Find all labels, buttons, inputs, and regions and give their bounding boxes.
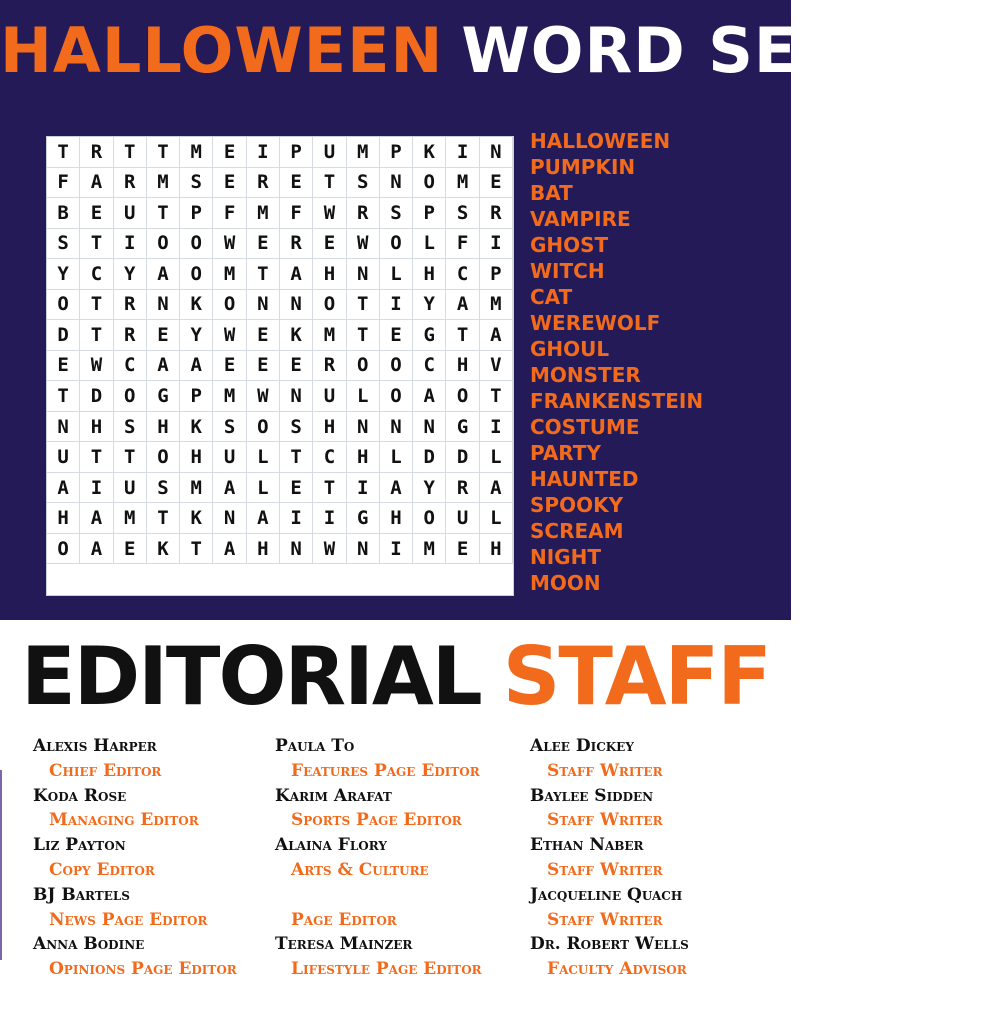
grid-cell: R <box>247 168 280 199</box>
grid-cell: N <box>280 534 313 565</box>
grid-cell: W <box>80 351 113 382</box>
grid-cell: O <box>114 381 147 412</box>
staff-role: Copy Editor <box>49 859 155 880</box>
grid-cell: E <box>213 351 246 382</box>
grid-cell: T <box>47 381 80 412</box>
grid-cell: O <box>213 290 246 321</box>
staff-name: Alee Dickey <box>530 736 634 756</box>
grid-cell: N <box>280 381 313 412</box>
staff-role: Features Page Editor <box>291 760 480 781</box>
grid-cell: S <box>147 473 180 504</box>
grid-cell: A <box>247 503 280 534</box>
grid-cell: O <box>413 503 446 534</box>
grid-cell: O <box>380 351 413 382</box>
word-list-item: MOON <box>530 571 601 595</box>
grid-cell: I <box>114 229 147 260</box>
word-list-item: VAMPIRE <box>530 207 631 231</box>
grid-cell: F <box>280 198 313 229</box>
grid-cell: A <box>380 473 413 504</box>
grid-cell: M <box>213 381 246 412</box>
grid-cell: D <box>80 381 113 412</box>
grid-cell: R <box>347 198 380 229</box>
grid-cell: R <box>114 168 147 199</box>
grid-cell: I <box>313 503 346 534</box>
grid-cell: T <box>80 229 113 260</box>
grid-cell: T <box>147 503 180 534</box>
grid-cell: O <box>413 168 446 199</box>
grid-cell: U <box>313 137 346 168</box>
grid-cell: M <box>413 534 446 565</box>
grid-cell: U <box>213 442 246 473</box>
grid-cell: M <box>180 137 213 168</box>
grid-cell: U <box>446 503 479 534</box>
grid-cell: S <box>213 412 246 443</box>
grid-cell: N <box>480 137 513 168</box>
grid-cell: W <box>213 229 246 260</box>
grid-cell: U <box>313 381 346 412</box>
grid-cell: I <box>80 473 113 504</box>
grid-cell: A <box>446 290 479 321</box>
staff-role: Faculty Advisor <box>547 959 687 980</box>
grid-cell: M <box>147 168 180 199</box>
grid-cell: O <box>313 290 346 321</box>
staff-name: Paula To <box>275 736 355 756</box>
grid-cell: A <box>280 259 313 290</box>
grid-cell: K <box>280 320 313 351</box>
grid-cell: H <box>313 259 346 290</box>
word-list-item: SPOOKY <box>530 493 624 517</box>
word-list-item: SCREAM <box>530 519 624 543</box>
grid-cell: L <box>413 229 446 260</box>
grid-cell: C <box>413 351 446 382</box>
grid-cell: E <box>280 473 313 504</box>
staff-role: Chief Editor <box>49 760 162 781</box>
word-list-item: CAT <box>530 285 573 309</box>
grid-cell: T <box>80 442 113 473</box>
grid-cell: A <box>147 351 180 382</box>
grid-cell: T <box>280 442 313 473</box>
grid-cell: T <box>114 137 147 168</box>
grid-cell: V <box>480 351 513 382</box>
word-list-item: NIGHT <box>530 545 601 569</box>
grid-cell: L <box>480 442 513 473</box>
grid-cell: M <box>313 320 346 351</box>
grid-cell: K <box>180 290 213 321</box>
grid-cell: S <box>380 198 413 229</box>
grid-cell: C <box>446 259 479 290</box>
grid-cell: N <box>147 290 180 321</box>
grid-cell: Y <box>413 290 446 321</box>
grid-cell: O <box>380 381 413 412</box>
grid-cell: W <box>313 198 346 229</box>
staff-column-1 <box>33 734 278 982</box>
grid-cell: R <box>114 320 147 351</box>
grid-cell: F <box>446 229 479 260</box>
grid-cell: E <box>114 534 147 565</box>
grid-cell: S <box>446 198 479 229</box>
grid-cell: E <box>446 534 479 565</box>
grid-cell: I <box>347 473 380 504</box>
grid-cell: O <box>446 381 479 412</box>
word-search-grid <box>46 136 514 596</box>
grid-cell: S <box>114 412 147 443</box>
grid-cell: O <box>147 229 180 260</box>
grid-cell: D <box>47 320 80 351</box>
grid-cell: I <box>380 290 413 321</box>
staff-role: Sports Page Editor <box>291 810 462 831</box>
grid-cell: Y <box>47 259 80 290</box>
grid-cell: H <box>480 534 513 565</box>
grid-cell: I <box>247 137 280 168</box>
staff-name <box>275 883 530 908</box>
grid-cell: Y <box>413 473 446 504</box>
grid-cell: N <box>380 168 413 199</box>
word-list-item: COSTUME <box>530 415 640 439</box>
grid-cell: A <box>80 503 113 534</box>
grid-cell: N <box>347 259 380 290</box>
grid-cell: A <box>80 534 113 565</box>
grid-cell: E <box>280 351 313 382</box>
grid-cell: K <box>413 137 446 168</box>
grid-cell: H <box>247 534 280 565</box>
grid-cell: S <box>180 168 213 199</box>
word-list-item: FRANKENSTEIN <box>530 389 704 413</box>
grid-cell: N <box>413 412 446 443</box>
grid-cell: T <box>180 534 213 565</box>
grid-cell: L <box>380 259 413 290</box>
grid-cell: R <box>280 229 313 260</box>
grid-cell: T <box>446 320 479 351</box>
grid-cell: P <box>280 137 313 168</box>
grid-cell: T <box>480 381 513 412</box>
grid-cell: O <box>347 351 380 382</box>
grid-cell: L <box>247 442 280 473</box>
staff-name: Teresa Mainzer <box>275 934 413 955</box>
grid-cell: N <box>280 290 313 321</box>
grid-cell: G <box>147 381 180 412</box>
word-list-item: HALLOWEEN <box>530 129 671 153</box>
word-list-item: MONSTER <box>530 363 641 387</box>
grid-cell: R <box>114 290 147 321</box>
grid-cell: A <box>213 534 246 565</box>
grid-cell: R <box>313 351 346 382</box>
grid-cell: A <box>213 473 246 504</box>
grid-cell: F <box>47 168 80 199</box>
staff-name: Baylee Sidden <box>530 785 654 806</box>
grid-cell: N <box>247 290 280 321</box>
staff-heading-editorial: EDITORIAL <box>21 630 481 723</box>
grid-cell: L <box>480 503 513 534</box>
staff-name: BJ Bartels <box>33 884 130 905</box>
staff-role: Staff Writer <box>547 859 663 880</box>
grid-cell: W <box>247 381 280 412</box>
grid-cell: A <box>80 168 113 199</box>
grid-cell: P <box>180 381 213 412</box>
grid-cell: P <box>413 198 446 229</box>
word-list-item: PUMPKIN <box>530 155 636 179</box>
grid-cell: C <box>313 442 346 473</box>
grid-cell: D <box>413 442 446 473</box>
staff-role: Managing Editor <box>49 810 199 831</box>
staff-column-3 <box>530 734 785 982</box>
staff-role: Staff Writer <box>547 810 663 831</box>
grid-cell: T <box>347 320 380 351</box>
grid-cell: M <box>480 290 513 321</box>
grid-cell: N <box>380 412 413 443</box>
grid-cell: O <box>47 290 80 321</box>
grid-cell: H <box>80 412 113 443</box>
grid-cell: P <box>380 137 413 168</box>
grid-cell: A <box>47 473 80 504</box>
grid-cell: E <box>213 168 246 199</box>
staff-name: Karim Arafat <box>275 785 392 806</box>
grid-cell: T <box>313 168 346 199</box>
staff-role: Lifestyle Page Editor <box>291 959 482 980</box>
grid-cell: L <box>247 473 280 504</box>
staff-name: Liz Payton <box>33 835 126 856</box>
grid-cell: I <box>446 137 479 168</box>
grid-cell: H <box>413 259 446 290</box>
grid-cell: T <box>347 290 380 321</box>
grid-cell: A <box>480 473 513 504</box>
grid-cell: H <box>313 412 346 443</box>
grid-cell: W <box>213 320 246 351</box>
grid-cell: M <box>446 168 479 199</box>
grid-cell: H <box>147 412 180 443</box>
word-list-item: HAUNTED <box>530 467 639 491</box>
grid-cell: B <box>47 198 80 229</box>
grid-cell: I <box>480 229 513 260</box>
grid-cell: T <box>313 473 346 504</box>
grid-cell: H <box>347 442 380 473</box>
grid-cell: C <box>114 351 147 382</box>
staff-role: Opinions Page Editor <box>49 959 237 980</box>
grid-cell: O <box>147 442 180 473</box>
staff-role: Staff Writer <box>547 909 663 930</box>
grid-cell: H <box>47 503 80 534</box>
grid-cell: R <box>446 473 479 504</box>
grid-cell: L <box>347 381 380 412</box>
staff-name: Jacqueline Quach <box>530 884 683 905</box>
grid-cell: L <box>380 442 413 473</box>
title-halloween: HALLOWEEN <box>0 14 444 87</box>
grid-cell: T <box>147 198 180 229</box>
grid-cell: H <box>180 442 213 473</box>
grid-cell: T <box>114 442 147 473</box>
grid-cell: E <box>247 351 280 382</box>
staff-column-2 <box>275 734 530 982</box>
grid-cell: T <box>47 137 80 168</box>
grid-cell: S <box>280 412 313 443</box>
grid-cell: P <box>180 198 213 229</box>
grid-cell: N <box>347 534 380 565</box>
grid-cell: D <box>446 442 479 473</box>
word-list-item: WEREWOLF <box>530 311 661 335</box>
word-list-item: PARTY <box>530 441 601 465</box>
grid-cell: I <box>380 534 413 565</box>
grid-cell: F <box>213 198 246 229</box>
grid-cell: M <box>347 137 380 168</box>
staff-role: News Page Editor <box>49 909 208 930</box>
grid-cell: O <box>380 229 413 260</box>
grid-cell: M <box>247 198 280 229</box>
grid-cell: N <box>47 412 80 443</box>
grid-cell: E <box>47 351 80 382</box>
grid-cell: U <box>114 198 147 229</box>
staff-name: Koda Rose <box>33 785 127 806</box>
grid-cell: U <box>47 442 80 473</box>
page-edge-line <box>0 770 2 960</box>
grid-cell: H <box>446 351 479 382</box>
grid-cell: M <box>180 473 213 504</box>
grid-cell: U <box>114 473 147 504</box>
staff-name: Ethan Naber <box>530 835 644 856</box>
staff-name: Alaina Flory <box>275 835 387 856</box>
word-list-item: BAT <box>530 181 573 205</box>
grid-cell: I <box>280 503 313 534</box>
grid-cell: T <box>80 290 113 321</box>
grid-cell: K <box>180 412 213 443</box>
word-list-item: GHOUL <box>530 337 610 361</box>
grid-cell: Y <box>180 320 213 351</box>
grid-cell: R <box>480 198 513 229</box>
grid-cell: A <box>480 320 513 351</box>
grid-cell: K <box>147 534 180 565</box>
grid-cell: O <box>47 534 80 565</box>
grid-cell: K <box>180 503 213 534</box>
grid-cell: N <box>213 503 246 534</box>
grid-cell: I <box>480 412 513 443</box>
grid-cell: S <box>47 229 80 260</box>
grid-cell: E <box>280 168 313 199</box>
grid-cell: E <box>247 320 280 351</box>
grid-cell: A <box>147 259 180 290</box>
grid-cell: T <box>247 259 280 290</box>
grid-cell: O <box>247 412 280 443</box>
staff-name: Alexis Harper <box>33 736 157 756</box>
editorial-staff-heading <box>0 630 791 723</box>
grid-cell: S <box>347 168 380 199</box>
grid-cell: E <box>313 229 346 260</box>
word-list <box>530 128 785 596</box>
grid-cell: P <box>480 259 513 290</box>
grid-cell: E <box>247 229 280 260</box>
grid-cell: G <box>347 503 380 534</box>
grid-cell: G <box>413 320 446 351</box>
grid-cell: W <box>313 534 346 565</box>
grid-cell: O <box>180 259 213 290</box>
grid-cell: E <box>147 320 180 351</box>
grid-cell: M <box>114 503 147 534</box>
grid-cell: W <box>347 229 380 260</box>
word-list-item: WITCH <box>530 259 605 283</box>
grid-cell: M <box>213 259 246 290</box>
grid-cell: E <box>480 168 513 199</box>
grid-cell: C <box>80 259 113 290</box>
grid-cell: A <box>413 381 446 412</box>
page-title <box>0 14 994 87</box>
staff-role: Staff Writer <box>547 760 663 781</box>
grid-cell: T <box>80 320 113 351</box>
grid-cell: G <box>446 412 479 443</box>
grid-cell: E <box>380 320 413 351</box>
staff-heading-staff: STAFF <box>502 630 770 723</box>
title-word-search: WORD SEARCH <box>461 14 994 87</box>
grid-cell: R <box>80 137 113 168</box>
word-list-item: GHOST <box>530 233 609 257</box>
staff-role: Page Editor <box>291 909 397 930</box>
staff-name: Anna Bodine <box>33 934 145 955</box>
grid-cell: T <box>147 137 180 168</box>
grid-cell: E <box>213 137 246 168</box>
staff-role: Arts & Culture <box>291 859 429 880</box>
grid-cell: Y <box>114 259 147 290</box>
grid-cell: E <box>80 198 113 229</box>
grid-cell: H <box>380 503 413 534</box>
grid-cell: O <box>180 229 213 260</box>
grid-cell: A <box>180 351 213 382</box>
staff-name: Dr. Robert Wells <box>530 934 689 955</box>
grid-cell: N <box>347 412 380 443</box>
